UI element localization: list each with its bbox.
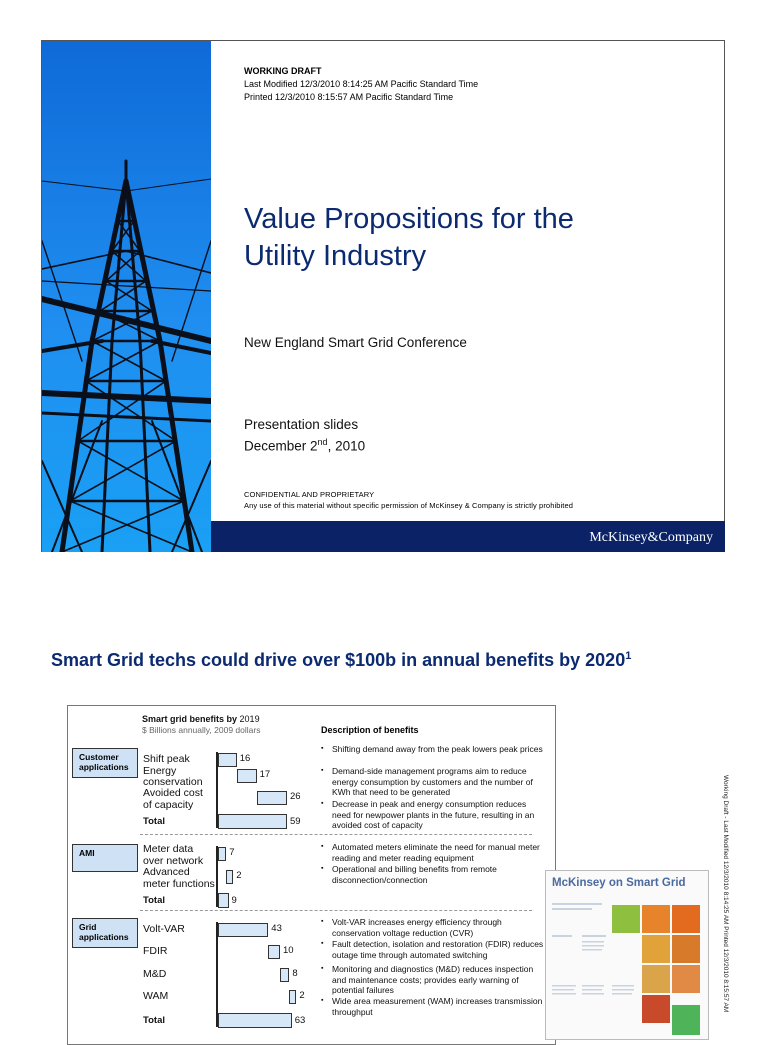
bar-value: 7: [229, 847, 235, 858]
bar-value: 10: [283, 945, 294, 956]
slide2-title: [51, 650, 631, 671]
date-sup: nd: [317, 437, 328, 447]
bar-label: Shift peak: [143, 753, 190, 765]
benefit-description: ▪ Wide area measurement (WAM) increases transmission throughput: [321, 996, 543, 1017]
footer-bar: [211, 521, 725, 552]
benefit-description: ▪ Operational and billing benefits from remote disconnection/connection: [321, 864, 497, 885]
category-label: Grid applications: [72, 918, 138, 948]
working-draft-label: WORKING DRAFT: [244, 66, 322, 76]
chart-bar: [218, 847, 226, 861]
chart-heading: [142, 714, 260, 726]
chart-bar: [218, 753, 237, 767]
bar-value: 16: [239, 753, 251, 764]
total-bar: [218, 1013, 292, 1028]
section-separator: [140, 834, 532, 835]
total-value: 59: [290, 816, 301, 827]
bar-value: 2: [236, 870, 242, 881]
benefit-description: ▪ Volt-VAR increases energy efficiency through conservation voltage reduction (CVR): [321, 917, 502, 938]
bar-label: Volt-VAR: [143, 923, 185, 935]
slide-title: [244, 201, 664, 275]
slide2-title-footnote: 1: [625, 650, 632, 662]
bar-label: Energy conservation: [143, 764, 203, 788]
total-bar: [218, 814, 287, 829]
bar-value: 17: [259, 768, 271, 780]
benefit-description: ▪ Monitoring and diagnostics (M&D) reduces inspection and maintenance costs; provides early warning of potential failures: [321, 964, 534, 995]
benefit-description: ▪ Shifting demand away from the peak lowers peak prices: [321, 744, 543, 754]
bar-label: FDIR: [143, 945, 168, 957]
category-label: Customer applications: [72, 748, 138, 778]
section-separator: [140, 910, 532, 911]
benefit-description: ▪ Decrease in peak and energy consumption reduces need for newpower plants in the future, resulting in an avoided cost of capacity: [321, 799, 535, 830]
chart-bar: [257, 791, 287, 805]
bar-value: 8: [292, 968, 298, 979]
bar-label: M&D: [143, 968, 167, 980]
chart-heading-pre: Smart grid benefits by: [142, 714, 238, 724]
slide2-title-text: Smart Grid techs could drive over $100b in annual benefits by 2020: [51, 650, 626, 670]
bar-value: 26: [290, 791, 301, 802]
chart-bar: [226, 870, 233, 884]
total-label: Total: [143, 1015, 165, 1026]
total-value: 63: [294, 1015, 306, 1026]
bar-label: WAM: [143, 990, 169, 1002]
confidential-note: Any use of this material without specific permission of McKinsey & Company is strictly prohibited: [244, 501, 573, 510]
chart-bar: [280, 968, 289, 982]
report-title: McKinsey on Smart Grid: [552, 877, 686, 889]
presentation-date: [244, 437, 365, 454]
benefit-description: ▪ Demand-side management programs aim to reduce energy consumption by customers and the number of KWh that need to be generated: [321, 766, 533, 797]
chart-bar: [218, 923, 268, 937]
chart-axis: [216, 922, 218, 1027]
total-label: Total: [143, 816, 165, 827]
total-label: Total: [143, 895, 165, 906]
total-value: 9: [231, 895, 237, 906]
confidential-label: CONFIDENTIAL AND PROPRIETARY: [244, 490, 375, 499]
title-slide: [41, 40, 725, 552]
title-line-1: Value Propositions for the: [244, 203, 574, 235]
benefits-chart: [67, 705, 556, 1045]
date-post: , 2010: [327, 438, 366, 454]
bar-label: Advanced meter functions: [143, 866, 215, 890]
benefit-description: ▪ Fault detection, isolation and restoration (FDIR) reduces outage time through automated switching: [321, 939, 544, 960]
chart-units: $ Billions annually, 2009 dollars: [142, 725, 261, 735]
side-print-stamp: Working Draft - Last Modified 12/3/2010 8:14:25 AM Printed 12/3/2010 8:15:57 AM: [722, 775, 729, 1013]
last-modified-text: Last Modified 12/3/2010 8:14:25 AM Pacific Standard Time: [244, 79, 479, 89]
transmission-tower-photo: [42, 41, 211, 552]
presentation-label: Presentation slides: [244, 417, 359, 432]
total-bar: [218, 893, 229, 908]
bar-value: 2: [299, 990, 305, 1001]
bar-label: Avoided cost of capacity: [143, 787, 203, 811]
chart-bar: [289, 990, 296, 1004]
draft-info: [244, 65, 478, 104]
category-label: AMI: [72, 844, 138, 872]
chart-bar: [268, 945, 280, 959]
chart-heading-year: 2019: [239, 714, 260, 724]
confidential-notice: [244, 489, 573, 511]
printed-text: Printed 12/3/2010 8:15:57 AM Pacific Standard Time: [244, 92, 454, 102]
report-cover: [545, 870, 709, 1040]
title-line-2: Utility Industry: [244, 240, 427, 272]
chart-bar: [237, 769, 257, 783]
date-pre: December 2: [244, 438, 318, 454]
bar-label: Meter data over network: [143, 843, 204, 867]
description-header: Description of benefits: [321, 725, 419, 735]
report-thumbnail-icon: [546, 895, 709, 1040]
tower-silhouette-icon: [42, 41, 211, 552]
benefit-description: ▪ Automated meters eliminate the need for manual meter reading and meter reading equipment: [321, 842, 540, 863]
conference-name: New England Smart Grid Conference: [244, 335, 467, 350]
bar-value: 43: [271, 923, 282, 934]
mckinsey-logo: McKinsey&Company: [589, 530, 713, 545]
